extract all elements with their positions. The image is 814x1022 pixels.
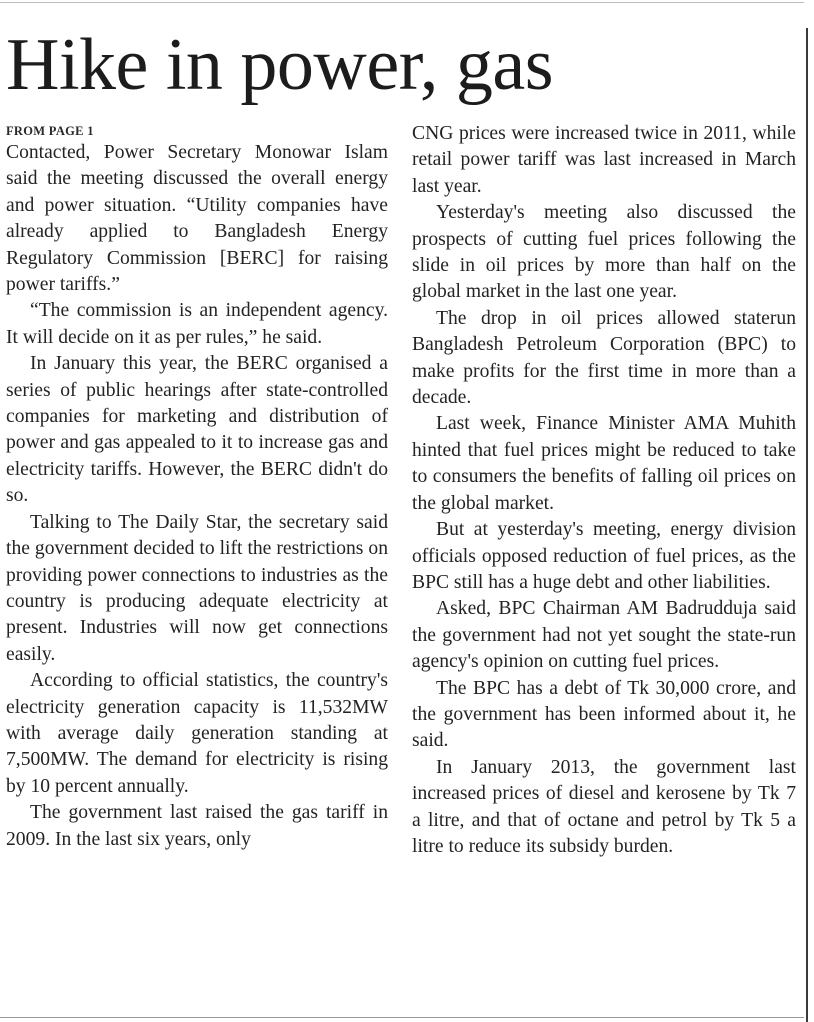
paragraph: Asked, BPC Chairman AM Badrudduja said the government had not yet sought the state-run agency's opinion on cutting fuel prices.: [412, 598, 796, 673]
jump-line: FROM PAGE 1: [6, 124, 94, 138]
paragraph: In January this year, the BERC organised a series of public hearings after state-controlled companies for marketing and distribution of power and gas appealed to it to increase gas and electricity tariffs. However, the BERC didn't do so.: [6, 353, 388, 507]
paragraph: CNG prices were increased twice in 2011, while retail power tariff was last increased in March last year.: [412, 123, 796, 197]
article-column-2: [412, 121, 796, 860]
bottom-rule: [0, 1017, 804, 1018]
paragraph: The drop in oil prices allowed staterun Bangladesh Petroleum Corporation (BPC) to make profits for the first time in more than a decade.: [412, 307, 796, 409]
column-rule: [806, 28, 808, 1022]
paragraph: But at yesterday's meeting, energy division officials opposed reduction of fuel prices, as the BPC still has a huge debt and other liabilities.: [412, 519, 796, 593]
paragraph: Yesterday's meeting also discussed the prospects of cutting fuel prices following the slide in oil prices by more than half on the global market in the last one year.: [412, 202, 796, 303]
paragraph: The BPC has a debt of Tk 30,000 crore, and the government has been informed about it, he said.: [412, 677, 796, 752]
paragraph: Talking to The Daily Star, the secretary said the government decided to lift the restrictions on providing power connections to industries as the country is producing adequate electricity at present. Industries will now get connections easily.: [6, 511, 388, 665]
headline: Hike in power, gas: [6, 24, 554, 106]
article-column-1: [6, 120, 388, 853]
paragraph: In January 2013, the government last increased prices of diesel and kerosene by Tk 7 a litre, and that of octane and petrol by Tk 5 a litre to reduce its subsidy burden.: [412, 756, 796, 857]
paragraph: Last week, Finance Minister AMA Muhith hinted that fuel prices might be reduced to take to consumers the benefits of falling oil prices on the global market.: [412, 413, 796, 514]
paragraph: Contacted, Power Secretary Monowar Islam said the meeting discussed the overall energy and power situation. “Utility companies have already applied to Bangladesh Energy Regulatory Commission [BERC] for raising power tariffs.”: [6, 142, 388, 296]
paragraph: “The commission is an independent agency. It will decide on it as per rules,” he said.: [6, 300, 388, 348]
paragraph: The government last raised the gas tariff in 2009. In the last six years, only: [6, 802, 388, 850]
top-rule: [0, 2, 804, 3]
paragraph: According to official statistics, the country's electricity generation capacity is 11,532MW with average daily generation standing at 7,500MW. The demand for electricity is rising by 10 percent annually.: [6, 670, 388, 797]
